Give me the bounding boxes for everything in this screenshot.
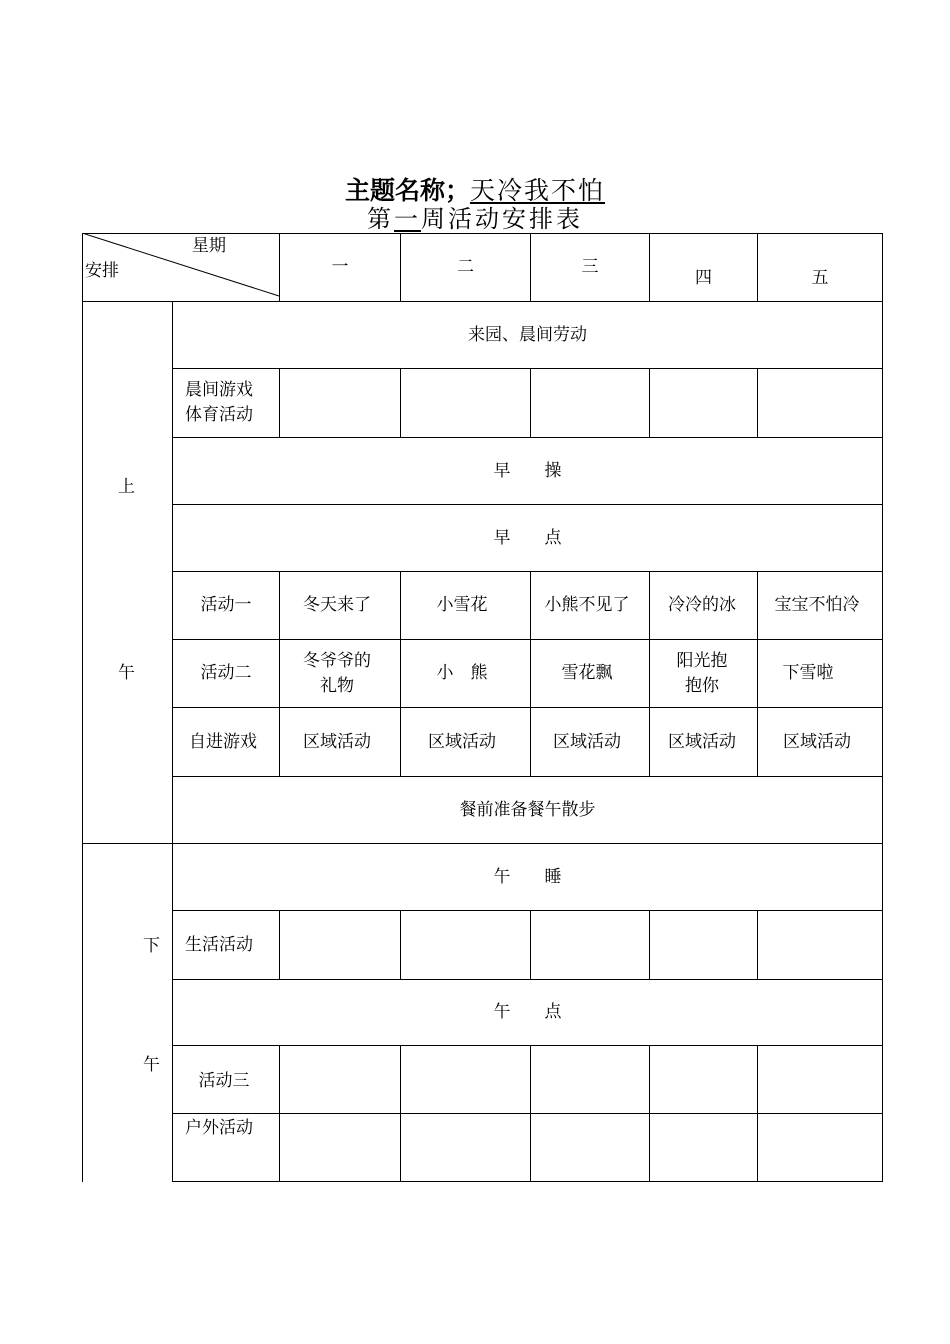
nap-row: 午 睡	[493, 866, 562, 887]
grid-line	[649, 368, 650, 437]
grid-line	[400, 368, 401, 437]
activity2-fri: 下雪啦	[782, 663, 834, 683]
period-morning-label-1: 上	[118, 477, 135, 497]
exercise-row: 早 操	[493, 460, 562, 481]
row-label-activity2: 活动二	[200, 663, 252, 683]
grid-line	[757, 368, 758, 437]
meal-row: 餐前准备餐午散步	[459, 799, 596, 820]
theme-title-prefix: 主题名称；	[344, 176, 470, 205]
week-title-prefix: 第	[367, 205, 394, 233]
row-label-outdoor: 户外活动	[185, 1118, 253, 1138]
row-label-morning-game: 晨间游戏 体育活动	[185, 380, 253, 425]
activity1-thu: 冷冷的冰	[668, 595, 736, 615]
arrival-row: 来园、晨间劳动	[468, 324, 587, 345]
grid-line	[279, 1045, 280, 1181]
corner-schedule-label: 安排	[85, 261, 119, 281]
afternoon-snack-row: 午 点	[493, 1002, 562, 1022]
row-label-activity3: 活动三	[198, 1070, 250, 1091]
grid-line	[530, 368, 531, 437]
day-header-fri: 五	[811, 268, 829, 288]
period-morning-label-2: 午	[118, 663, 135, 683]
day-header-tue: 二	[457, 257, 474, 277]
free-play-wed: 区域活动	[553, 731, 621, 752]
activity1-wed: 小熊不见了	[544, 595, 630, 615]
grid-line	[172, 1181, 883, 1182]
week-title-suffix: 周活动安排表	[421, 205, 583, 233]
row-label-activity1: 活动一	[200, 595, 252, 615]
activity2-wed: 雪花飘	[561, 663, 613, 683]
grid-line	[649, 910, 650, 979]
week-number: 一	[394, 205, 421, 233]
grid-line	[279, 910, 280, 979]
activity2-thu: 阳光抱 抱你	[676, 650, 728, 696]
day-header-mon: 一	[331, 257, 349, 277]
activity2-mon: 冬爷爷的 礼物	[303, 650, 371, 696]
activity1-tue: 小雪花	[436, 595, 488, 615]
period-afternoon-label-1: 下	[143, 936, 160, 956]
free-play-tue: 区域活动	[428, 731, 496, 752]
grid-line	[530, 910, 531, 979]
grid-line	[530, 1045, 531, 1181]
day-header-thu: 四	[695, 268, 712, 288]
free-play-fri: 区域活动	[783, 731, 851, 752]
grid-line	[82, 233, 83, 1182]
free-play-mon: 区域活动	[303, 731, 371, 752]
theme-title-topic: 天冷我不怕	[470, 176, 606, 205]
grid-line	[649, 1045, 650, 1181]
period-afternoon-label-2: 午	[143, 1055, 160, 1075]
corner-weekday-label: 星期	[192, 236, 226, 256]
row-label-life: 生活活动	[185, 934, 253, 955]
grid-line	[400, 1045, 401, 1181]
activity1-mon: 冬天来了	[303, 595, 371, 615]
day-header-wed: 三	[581, 257, 599, 277]
grid-line	[400, 910, 401, 979]
morning-snack-row: 早 点	[493, 527, 562, 548]
week-title	[0, 203, 950, 235]
grid-line	[757, 910, 758, 979]
grid-line	[757, 1045, 758, 1181]
grid-line	[279, 368, 280, 437]
activity2-tue: 小 熊	[436, 663, 488, 683]
activity1-fri: 宝宝不怕冷	[774, 595, 860, 615]
row-label-free-play: 自进游戏	[189, 731, 257, 752]
grid-line	[882, 233, 883, 1182]
free-play-thu: 区域活动	[668, 731, 736, 752]
